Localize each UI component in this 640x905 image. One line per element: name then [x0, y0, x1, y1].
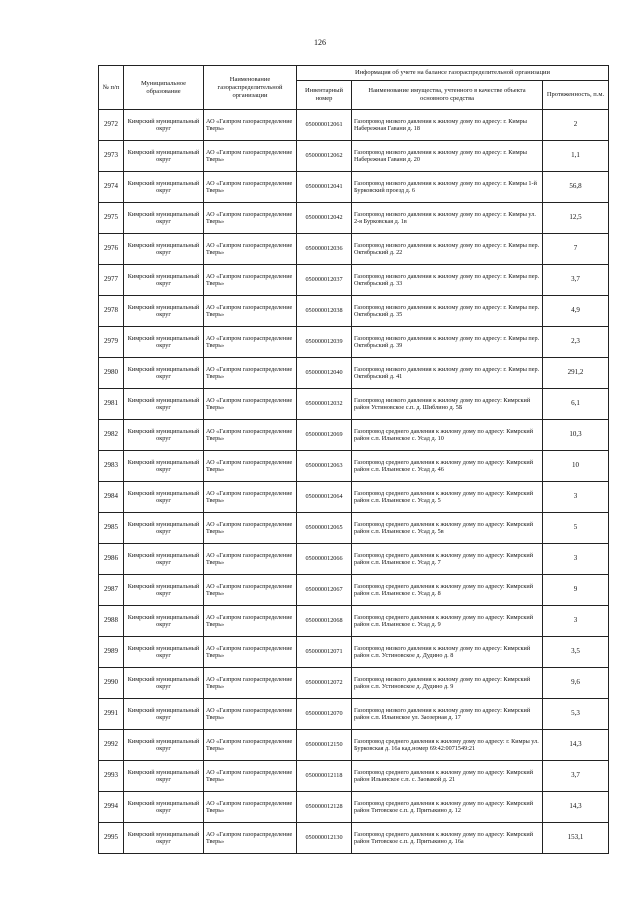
header-municipality: Муниципальное образование	[124, 66, 204, 110]
organization-cell: АО «Газпром газораспределение Тверь»	[204, 823, 297, 854]
row-number: 2985	[99, 513, 124, 544]
length-cell: 14,3	[543, 730, 609, 761]
table-row	[99, 513, 609, 544]
organization-cell: АО «Газпром газораспределение Тверь»	[204, 141, 297, 172]
inventory-number-cell: 050000012068	[297, 606, 352, 637]
municipality-cell: Кимрский муниципальный округ	[124, 761, 204, 792]
length-cell: 10	[543, 451, 609, 482]
asset-name-cell: Газопровод среднего давления к жилому дому по адресу: Кимрский район с.п. Ильинское с. Усад д. 5в	[352, 513, 543, 544]
table-row	[99, 544, 609, 575]
row-number: 2978	[99, 296, 124, 327]
row-number: 2993	[99, 761, 124, 792]
asset-name-cell: Газопровод низкого давления к жилому дому по адресу: Кимрский район Устиновское с.п. д. Шиблино д. 5Б	[352, 389, 543, 420]
table-row	[99, 606, 609, 637]
municipality-cell: Кимрский муниципальный округ	[124, 637, 204, 668]
asset-name-cell: Газопровод низкого давления к жилому дому по адресу: г. Кимры пер. Октябрьский д. 35	[352, 296, 543, 327]
length-cell: 291,2	[543, 358, 609, 389]
municipality-cell: Кимрский муниципальный округ	[124, 358, 204, 389]
municipality-cell: Кимрский муниципальный округ	[124, 110, 204, 141]
inventory-number-cell: 050000012040	[297, 358, 352, 389]
municipality-cell: Кимрский муниципальный округ	[124, 544, 204, 575]
asset-name-cell: Газопровод среднего давления к жилому дому по адресу: Кимрский район Титовское с.п. д. Притыкино д. 12	[352, 792, 543, 823]
length-cell: 1,1	[543, 141, 609, 172]
municipality-cell: Кимрский муниципальный округ	[124, 606, 204, 637]
row-number: 2973	[99, 141, 124, 172]
asset-name-cell: Газопровод низкого давления к жилому дому по адресу: г. Кимры ул. 2-я Бурковская д. 1в	[352, 203, 543, 234]
municipality-cell: Кимрский муниципальный округ	[124, 513, 204, 544]
row-number: 2982	[99, 420, 124, 451]
asset-name-cell: Газопровод низкого давления к жилому дому по адресу: Кимрский район с.п. Устиновское д. Дудино д. 8	[352, 637, 543, 668]
table-row	[99, 637, 609, 668]
table-row	[99, 141, 609, 172]
length-cell: 12,5	[543, 203, 609, 234]
row-number: 2989	[99, 637, 124, 668]
table-row	[99, 203, 609, 234]
row-number: 2974	[99, 172, 124, 203]
municipality-cell: Кимрский муниципальный округ	[124, 823, 204, 854]
inventory-number-cell: 050000012118	[297, 761, 352, 792]
organization-cell: АО «Газпром газораспределение Тверь»	[204, 110, 297, 141]
organization-cell: АО «Газпром газораспределение Тверь»	[204, 637, 297, 668]
header-balance-info: Информация об учете на балансе газораспределительной организации	[297, 66, 609, 81]
municipality-cell: Кимрский муниципальный округ	[124, 141, 204, 172]
length-cell: 5	[543, 513, 609, 544]
length-cell: 153,1	[543, 823, 609, 854]
organization-cell: АО «Газпром газораспределение Тверь»	[204, 296, 297, 327]
inventory-number-cell: 050000012067	[297, 575, 352, 606]
table-row	[99, 110, 609, 141]
table-row	[99, 296, 609, 327]
inventory-number-cell: 050000012072	[297, 668, 352, 699]
organization-cell: АО «Газпром газораспределение Тверь»	[204, 234, 297, 265]
inventory-number-cell: 050000012038	[297, 296, 352, 327]
organization-cell: АО «Газпром газораспределение Тверь»	[204, 544, 297, 575]
inventory-number-cell: 050000012042	[297, 203, 352, 234]
table-body	[99, 110, 609, 854]
inventory-number-cell: 050000012032	[297, 389, 352, 420]
municipality-cell: Кимрский муниципальный округ	[124, 482, 204, 513]
municipality-cell: Кимрский муниципальный округ	[124, 172, 204, 203]
table-row	[99, 730, 609, 761]
asset-name-cell: Газопровод среднего давления к жилому дому по адресу: Кимрский район с.п. Ильинское с. Усад д. 46	[352, 451, 543, 482]
row-number: 2988	[99, 606, 124, 637]
organization-cell: АО «Газпром газораспределение Тверь»	[204, 606, 297, 637]
asset-name-cell: Газопровод низкого давления к жилому дому по адресу: г. Кимры Набережная Гавани д. 20	[352, 141, 543, 172]
inventory-number-cell: 050000012066	[297, 544, 352, 575]
inventory-number-cell: 050000012064	[297, 482, 352, 513]
organization-cell: АО «Газпром газораспределение Тверь»	[204, 513, 297, 544]
row-number: 2980	[99, 358, 124, 389]
inventory-number-cell: 050000012061	[297, 110, 352, 141]
row-number: 2977	[99, 265, 124, 296]
length-cell: 56,8	[543, 172, 609, 203]
organization-cell: АО «Газпром газораспределение Тверь»	[204, 358, 297, 389]
length-cell: 3,5	[543, 637, 609, 668]
asset-name-cell: Газопровод среднего давления к жилому дому по адресу: Кимрский район с.п. Ильинское с. Усад д. 7	[352, 544, 543, 575]
municipality-cell: Кимрский муниципальный округ	[124, 203, 204, 234]
length-cell: 10,3	[543, 420, 609, 451]
inventory-number-cell: 050000012128	[297, 792, 352, 823]
municipality-cell: Кимрский муниципальный округ	[124, 668, 204, 699]
table-row	[99, 668, 609, 699]
organization-cell: АО «Газпром газораспределение Тверь»	[204, 575, 297, 606]
row-number: 2975	[99, 203, 124, 234]
municipality-cell: Кимрский муниципальный округ	[124, 296, 204, 327]
table-row	[99, 358, 609, 389]
table-row	[99, 389, 609, 420]
asset-name-cell: Газопровод низкого давления к жилому дому по адресу: Кимрский район с.п. Устиновское д. Дудино д. 9	[352, 668, 543, 699]
asset-name-cell: Газопровод среднего давления к жилому дому по адресу: Кимрский район с.п. Ильинское с. Усад д. 10	[352, 420, 543, 451]
organization-cell: АО «Газпром газораспределение Тверь»	[204, 761, 297, 792]
asset-name-cell: Газопровод среднего давления к жилому дому по адресу: Кимрский район Титовское с.п. д. Притыкино д. 16а	[352, 823, 543, 854]
table-row	[99, 420, 609, 451]
header-organization: Наименование газораспределительной организации	[204, 66, 297, 110]
row-number: 2995	[99, 823, 124, 854]
asset-name-cell: Газопровод низкого давления к жилому дому по адресу: г. Кимры пер. Октябрьский д. 33	[352, 265, 543, 296]
organization-cell: АО «Газпром газораспределение Тверь»	[204, 327, 297, 358]
inventory-number-cell: 050000012150	[297, 730, 352, 761]
row-number: 2979	[99, 327, 124, 358]
organization-cell: АО «Газпром газораспределение Тверь»	[204, 389, 297, 420]
asset-name-cell: Газопровод низкого давления к жилому дому по адресу: г. Кимры пер. Октябрьский д. 39	[352, 327, 543, 358]
organization-cell: АО «Газпром газораспределение Тверь»	[204, 730, 297, 761]
inventory-number-cell: 050000012069	[297, 420, 352, 451]
inventory-number-cell: 050000012041	[297, 172, 352, 203]
table-row	[99, 327, 609, 358]
organization-cell: АО «Газпром газораспределение Тверь»	[204, 451, 297, 482]
length-cell: 5,3	[543, 699, 609, 730]
inventory-number-cell: 050000012070	[297, 699, 352, 730]
organization-cell: АО «Газпром газораспределение Тверь»	[204, 172, 297, 203]
asset-name-cell: Газопровод низкого давления к жилому дому по адресу: г. Кимры 1-й Бурковский проезд д. 6	[352, 172, 543, 203]
organization-cell: АО «Газпром газораспределение Тверь»	[204, 203, 297, 234]
inventory-number-cell: 050000012130	[297, 823, 352, 854]
row-number: 2983	[99, 451, 124, 482]
length-cell: 14,3	[543, 792, 609, 823]
row-number: 2990	[99, 668, 124, 699]
length-cell: 9	[543, 575, 609, 606]
table-row	[99, 234, 609, 265]
length-cell: 6,1	[543, 389, 609, 420]
row-number: 2981	[99, 389, 124, 420]
header-length: Протяженность, п.м.	[543, 81, 609, 110]
length-cell: 9,6	[543, 668, 609, 699]
page-number: 126	[314, 38, 326, 47]
municipality-cell: Кимрский муниципальный округ	[124, 234, 204, 265]
table-row	[99, 699, 609, 730]
municipality-cell: Кимрский муниципальный округ	[124, 265, 204, 296]
asset-name-cell: Газопровод среднего давления к жилому дому по адресу: Кимрский район Ильинское с.п. с. Заовакой д. 21	[352, 761, 543, 792]
municipality-cell: Кимрский муниципальный округ	[124, 451, 204, 482]
length-cell: 2	[543, 110, 609, 141]
row-number: 2994	[99, 792, 124, 823]
asset-name-cell: Газопровод низкого давления к жилому дому по адресу: г. Кимры пер. Октябрьский д. 22	[352, 234, 543, 265]
inventory-number-cell: 050000012071	[297, 637, 352, 668]
length-cell: 2,3	[543, 327, 609, 358]
inventory-number-cell: 050000012065	[297, 513, 352, 544]
asset-name-cell: Газопровод среднего давления к жилому дому по адресу: г. Кимры ул. Бурковская д. 16а кад.номер 69:42:0071549:21	[352, 730, 543, 761]
table-row	[99, 575, 609, 606]
row-number: 2984	[99, 482, 124, 513]
header-inventory: Инвентарный номер	[297, 81, 352, 110]
length-cell: 3,7	[543, 761, 609, 792]
length-cell: 3	[543, 482, 609, 513]
length-cell: 3,7	[543, 265, 609, 296]
inventory-number-cell: 050000012036	[297, 234, 352, 265]
length-cell: 7	[543, 234, 609, 265]
asset-name-cell: Газопровод низкого давления к жилому дому по адресу: г. Кимры Набережная Гавани д. 18	[352, 110, 543, 141]
asset-name-cell: Газопровод среднего давления к жилому дому по адресу: Кимрский район с.п. Ильинское с. Усад д. 8	[352, 575, 543, 606]
organization-cell: АО «Газпром газораспределение Тверь»	[204, 265, 297, 296]
municipality-cell: Кимрский муниципальный округ	[124, 730, 204, 761]
table-row	[99, 792, 609, 823]
row-number: 2992	[99, 730, 124, 761]
register-table	[98, 65, 609, 854]
header-num: № п/п	[99, 66, 124, 110]
asset-name-cell: Газопровод среднего давления к жилому дому по адресу: Кимрский район с.п. Ильинское с. Усад д. 9	[352, 606, 543, 637]
row-number: 2976	[99, 234, 124, 265]
row-number: 2972	[99, 110, 124, 141]
row-number: 2987	[99, 575, 124, 606]
municipality-cell: Кимрский муниципальный округ	[124, 389, 204, 420]
organization-cell: АО «Газпром газораспределение Тверь»	[204, 482, 297, 513]
length-cell: 3	[543, 544, 609, 575]
organization-cell: АО «Газпром газораспределение Тверь»	[204, 420, 297, 451]
table-row	[99, 482, 609, 513]
table-row	[99, 172, 609, 203]
length-cell: 4,9	[543, 296, 609, 327]
asset-name-cell: Газопровод низкого давления к жилому дому по адресу: Кимрский район с.п. Ильинское ул. Заозерная д. 17	[352, 699, 543, 730]
table-row	[99, 451, 609, 482]
inventory-number-cell: 050000012062	[297, 141, 352, 172]
organization-cell: АО «Газпром газораспределение Тверь»	[204, 668, 297, 699]
table-row	[99, 823, 609, 854]
municipality-cell: Кимрский муниципальный округ	[124, 575, 204, 606]
inventory-number-cell: 050000012037	[297, 265, 352, 296]
municipality-cell: Кимрский муниципальный округ	[124, 699, 204, 730]
municipality-cell: Кимрский муниципальный округ	[124, 420, 204, 451]
inventory-number-cell: 050000012063	[297, 451, 352, 482]
row-number: 2986	[99, 544, 124, 575]
inventory-number-cell: 050000012039	[297, 327, 352, 358]
organization-cell: АО «Газпром газораспределение Тверь»	[204, 792, 297, 823]
table-row	[99, 265, 609, 296]
header-asset-name: Наименование имущества, учтенного в качестве объекта основного средства	[352, 81, 543, 110]
asset-name-cell: Газопровод среднего давления к жилому дому по адресу: Кимрский район с.п. Ильинское с. Усад д. 5	[352, 482, 543, 513]
asset-name-cell: Газопровод низкого давления к жилому дому по адресу: г. Кимры пер. Октябрьский д. 41	[352, 358, 543, 389]
organization-cell: АО «Газпром газораспределение Тверь»	[204, 699, 297, 730]
table-row	[99, 761, 609, 792]
municipality-cell: Кимрский муниципальный округ	[124, 327, 204, 358]
row-number: 2991	[99, 699, 124, 730]
length-cell: 3	[543, 606, 609, 637]
municipality-cell: Кимрский муниципальный округ	[124, 792, 204, 823]
